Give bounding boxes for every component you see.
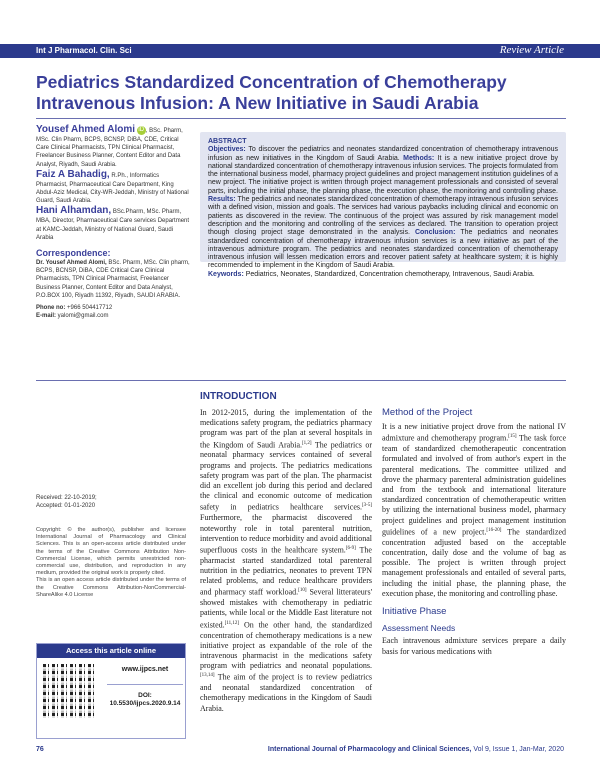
initiative-heading: Initiative Phase: [382, 605, 447, 617]
intro-text: Several litterateurs' showed mistakes with chemotherapy in pediatric patients, while local or the Middle East literature not existed.: [200, 588, 373, 630]
website-link[interactable]: www.ijpcs.net: [121, 666, 169, 673]
abstract-heading: ABSTRACT: [208, 138, 247, 145]
keywords-text: Pediatrics, Neonates, Standardized, Concentration chemotherapy, Intravenous, Saudi Arabia.: [243, 270, 535, 278]
author-2: [36, 169, 191, 206]
keywords-label: Keywords:: [208, 270, 244, 278]
abstract-text: [208, 146, 558, 270]
citation: [13,14]: [200, 673, 215, 679]
intro-text: The pharmacist started standardized total parenteral nutrition in the pediatrics, neonates to prevent TPN related problems, and reduce healthcare providers and pharmacy staff workload.: [200, 545, 372, 598]
citation: [16-20]: [486, 527, 502, 533]
citation: [1,2]: [302, 440, 312, 446]
methods-text: It is a new initiative project drove by national standardized concentration of chemotherapy intravenous infusion services. The projects formulated from the international business model, pharmacy project guidelines and project management institution guidelines of a new project. The initiative project is written through project management professionals and consisted of several parts, including the initial phase, the planning phase, the execution phase, the monitoring and controlling phase.: [208, 154, 559, 195]
assessment-subheading: Assessment Needs: [382, 623, 456, 634]
introduction-heading: INTRODUCTION: [200, 391, 277, 402]
doi-block: [107, 692, 183, 708]
citation: [3-5]: [362, 503, 372, 509]
correspondence-details: BSc. Pharm, MSc. Clin pharm, BCPS, BCNSP, DiBA, CDE Critical Care Clinical Pharmacists, TPN Clinical Pharmacist, Freelancer Business Planner, Content Editor and Data Analyst, P.O.BOX 100, Riyadh 11392, Riyadh, SAUDI ARABIA.: [36, 260, 190, 299]
article-title: Pediatrics Standardized Concentration of Chemotherapy Intravenous Infusion: A New Initiative in Saudi Arabia: [36, 72, 507, 113]
phone-label: Phone no:: [36, 305, 66, 312]
method-paragraph: [382, 422, 566, 599]
body-column-left: [200, 408, 372, 714]
citation: [6-9]: [345, 545, 356, 551]
intro-paragraph: [200, 408, 372, 714]
copyright-text: Copyright: © the author(s), publisher and licensee International Journal of Pharmacology and Clinical Sciences. This is an open-access article distributed under the terms of the Creative Commons Attribution Non-Commercial License, which permits unrestricted non-commercial use, distribution, and reproduction in any medium, provided the original work is properly cited.: [36, 527, 186, 577]
body-column-right: [382, 400, 566, 657]
accepted-date: Accepted: 01-01-2020: [36, 503, 96, 509]
citation: [11,12]: [224, 620, 240, 626]
doi-label: DOI:: [138, 692, 152, 699]
access-divider: [107, 684, 183, 685]
method-text: It is a new initiative project drove from the national IV admixture and chemotherapy program.: [382, 422, 566, 444]
citation: [15]: [508, 434, 517, 440]
abstract-box: [200, 132, 566, 278]
author-1: [36, 124, 191, 169]
method-heading: Method of the Project: [382, 407, 473, 418]
author-3: [36, 205, 191, 242]
conclusion-label: Conclusion:: [414, 229, 456, 237]
method-text: The task force team of standardized chemotherapeutic concentration formulated and involved of from author's expert in the parenteral medications. The committee utilized and drove the pharmacy parenteral administration guidelines and from the textbook and international literature standardized concentration of chemotherapeutic written by utilizing the international business model, pharmacy project guidelines and project management institution guidelines of a new project.: [382, 434, 566, 537]
results-text: The pediatrics and neonates standardized concentration of chemotherapy intravenous infusion services with a defined vision, mission and goals. The services had various paybacks including clinical and economic on patients as discovered in the review. The continuous of the project was assured by risk management model description and the monitoring and controlling of the services as declared. The transition to operation project though closing project stage demonstrated in the analysis.: [208, 196, 558, 237]
correspondence-name: Dr. Yousef Ahmed Alomi,: [36, 260, 107, 267]
phone-line: [36, 304, 191, 312]
copyright-notice: [36, 527, 186, 599]
method-text: The standardized concentration adjusted based on the acceptable concentration, daily dose and the volume of bag as possible. The project is written through project management professionals and entailed of several parts, including the initial phase, the planning phase, the execution phase, the monitoring and controlling phase.: [382, 527, 567, 598]
footer-issue: Vol 9, Issue 1, Jan-Mar, 2020: [471, 746, 564, 753]
methods-label: Methods:: [403, 154, 435, 162]
author-affiliation: R.Ph., Informatics Pharmacist, Pharmaceutical Care Department, King Abdul-Aziz Medical, City-WR-Jeddah, Ministry of National Guard, Saudi Arabia.: [36, 172, 189, 205]
journal-header-bar: [0, 44, 600, 58]
keywords-line: [208, 271, 558, 279]
correspondence-block: [36, 259, 191, 300]
body-divider: [36, 380, 566, 381]
initiative-paragraph: Each intravenous admixture services prepare a daily basis for various medications with: [382, 636, 566, 656]
footer-journal: [268, 746, 564, 753]
conclusion-text: The pediatrics and neonates standardized concentration of chemotherapy intravenous infusion services is a new initiative as part of the intravenous admixture program. The pediatrics and neonates standardized concentration of chemotherapy intravenous infusion will lessen medication errors and recover patient safety at healthcare system; it is highly recommended to implement in the Kingdom of Saudi Arabia.: [208, 229, 558, 270]
article-type: Review Article: [499, 44, 564, 56]
title-divider: [36, 118, 566, 119]
intro-text: The pediatrics or neonatal pharmacy services contained of several programs and projects. The pediatrics medications safety program was part of the plan. The pharmacist did an excellent job during this period and declared the clinical and economic outcome of medication safety in pediatrics healthcare services.: [200, 440, 372, 513]
doi-value[interactable]: 10.5530/ijpcs.2020.9.14: [109, 700, 181, 707]
author-name: Faiz A Bahadig,: [36, 168, 110, 180]
author-name: Yousef Ahmed Alomi: [36, 124, 136, 135]
objectives-text: To discover the pediatrics and neonates standardized concentration of chemotherapy intravenous infusion as new initiatives in the Kingdom of Saudi Arabia.: [208, 146, 558, 162]
access-title: Access this article online: [37, 644, 185, 658]
citation: [10]: [298, 588, 307, 594]
intro-text: On the other hand, the standardized concentration of chemotherapy medications is a new initiative project as expandable of the role of the intravenous pharmacist in the medications safety program with pediatrics and neonatal populations.: [200, 620, 372, 671]
license-text: This is an open access article distributed under the terms of the Creative Commons Attribution-NonCommercial-ShareAlike 4.0 License: [36, 577, 186, 598]
email-label: E-mail:: [36, 313, 57, 320]
email-address[interactable]: yalomi@gmail.com: [56, 313, 109, 320]
intro-text: The aim of the project is to review pediatrics and neonatal standardized concentration of chemotherapy medications in the Kingdom of Saudi Arabia.: [200, 673, 372, 713]
results-label: Results:: [208, 196, 236, 204]
article-dates: [36, 494, 186, 510]
access-online-box: [36, 643, 186, 739]
author-list: [36, 124, 191, 320]
qr-code-icon[interactable]: [43, 664, 97, 718]
journal-short-name: Int J Pharmacol. Clin. Sci: [36, 46, 132, 55]
footer-journal-name: International Journal of Pharmacology and Clinical Sciences,: [267, 746, 472, 753]
phone-number: +966 504417712: [65, 305, 113, 312]
correspondence-heading: Correspondence:: [36, 248, 111, 259]
author-name: Hani Alhamdan,: [36, 205, 112, 217]
intro-text: Furthermore, the pharmacist discovered the noteworthy role in total parenteral nutrition, intervention to reduce morbidity and avoid additional superfluous costs in the healthcare system.: [200, 513, 372, 555]
received-date: Received: 22-10-2019;: [36, 495, 97, 501]
page-number: 76: [36, 746, 44, 753]
orcid-icon[interactable]: iD: [138, 127, 145, 133]
email-line: [36, 312, 191, 320]
objectives-label: Objectives:: [208, 146, 246, 154]
intro-text: In 2012-2015, during the implementation of the medications safety program, the pediatrics pharmacy program was part of the plan at several hospitals in the Kingdom of Saudi Arabia.: [200, 408, 372, 450]
author-affiliation: BSc.Pharm, MSc. Pharm, MBA, Director, Pharmaceutical Care services Department at KAMC-Jeddah, Ministry of National Guard, Saudi Arabia: [36, 209, 190, 241]
author-affiliation: , BSc. Pharm, MSc. Clin Pharm, BCPS, BCNSP, DiBA, CDE, Critical Care Clinical Pharmacists, TPN Clinical Pharmacist, Freelancer Business Planner, Content Editor and Data Analyst, Riyadh, Saudi Arabia.: [36, 128, 183, 168]
